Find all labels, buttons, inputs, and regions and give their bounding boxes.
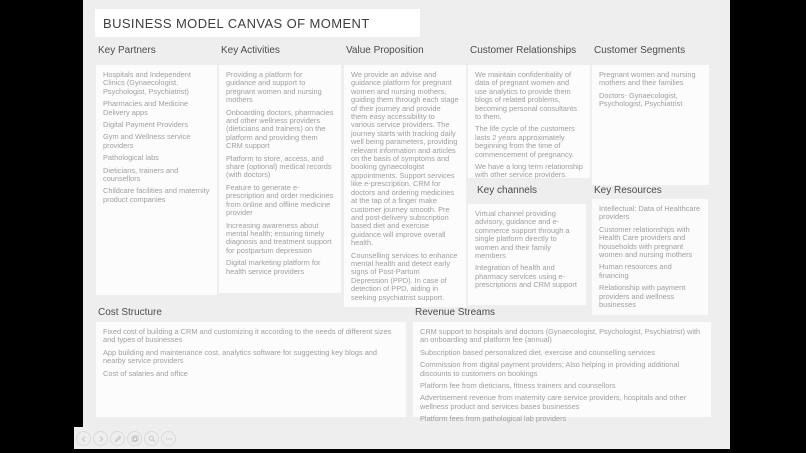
letterbox-right xyxy=(730,0,806,453)
canvas-item: We maintain confidentiality of data of pregnant women and use analytics to provide them blogs of related problems, becoming personal consultants to them. xyxy=(475,70,577,122)
section-key-partners xyxy=(96,45,217,295)
key-channels-content xyxy=(468,204,586,305)
next-page-button[interactable] xyxy=(93,431,108,446)
chevron-left-icon xyxy=(80,435,88,443)
title-box xyxy=(95,9,420,37)
canvas-item: Counselling services to enhance mental health and detect early signs of Post-Partum Depression (PPD). In case of detection of PPD, aiding in seeking psychiatrist support. xyxy=(351,250,458,302)
canvas-item: Integration of health and pharmacy services using e-prescriptions and CRM support xyxy=(475,263,577,290)
canvas-item: Pregnant women and nursing mothers and their families xyxy=(599,70,696,88)
canvas-item: CRM support to hospitals and doctors (Gynaecologist, Psychologist, Psychiatrist) with an onboarding and platform fee (annual) xyxy=(420,327,701,345)
canvas-item: Advertisement revenue from maternity care service providers, hospitals and other wellness product and services bases businesses xyxy=(420,393,687,411)
canvas-item: Platform fee from dieticians, fitness trainers and counsellors xyxy=(420,381,616,391)
pages-icon xyxy=(131,435,139,443)
canvas-item: Cost of salaries and office xyxy=(103,368,188,378)
cost-structure-title: Cost Structure xyxy=(98,307,162,318)
section-revenue-streams xyxy=(413,307,711,424)
canvas-item: Pathological labs xyxy=(103,153,159,163)
canvas-item: Digital Payment Providers xyxy=(103,120,189,130)
canvas-item: Virtual channel providing advisory, guidance and e-commerce support through a single platform directly to women and their family members xyxy=(475,209,570,261)
key-channels-title: Key channels xyxy=(477,185,538,196)
page-title: BUSINESS MODEL CANVAS OF MOMENT xyxy=(103,16,370,31)
cost-structure-content xyxy=(96,322,406,417)
canvas-item: Digital marketing platform for health service providers xyxy=(226,258,321,276)
zoom-button[interactable] xyxy=(144,431,159,446)
section-value-proposition xyxy=(344,45,466,307)
revenue-streams-title: Revenue Streams xyxy=(415,307,496,318)
canvas-item: Subscription based personalized diet, exercise and counselling services xyxy=(420,347,655,357)
key-activities-content xyxy=(219,65,341,293)
canvas-item: The life cycle of the customers lasts 2 years approximately beginning from the time of commencement of pregnancy. xyxy=(475,124,575,159)
viewer-toolbar xyxy=(76,431,178,446)
key-resources-content xyxy=(592,199,708,315)
key-partners-content xyxy=(96,65,217,295)
canvas-item: Gym and Wellness service providers xyxy=(103,132,191,150)
letterbox-left xyxy=(0,0,83,453)
canvas-item: We have a long term relationship with other service providers. xyxy=(475,162,583,180)
canvas-item: Human resources and financing xyxy=(599,262,672,280)
key-resources-title: Key Resources xyxy=(594,185,662,196)
key-partners-title: Key Partners xyxy=(98,45,156,56)
ellipsis-icon xyxy=(165,435,173,443)
section-cost-structure xyxy=(96,307,406,417)
canvas-item: Relationship with payment providers and wellness businesses xyxy=(599,283,686,310)
prev-page-button[interactable] xyxy=(76,431,91,446)
canvas-item: Providing a platform for guidance and support to pregnant women and nursing mothers xyxy=(226,70,322,105)
pages-button[interactable] xyxy=(127,431,142,446)
value-proposition-title: Value Proposition xyxy=(346,45,424,56)
canvas-item: App building and maintenance cost, analytics software for suggesting key blogs and nearby service providers xyxy=(103,347,378,366)
customer-relationships-content xyxy=(468,65,590,178)
canvas-item: Fixed cost of building a CRM and customizing it according to the needs of different sizes and types of businesses xyxy=(103,327,392,345)
canvas-item: Customer relationships with Health Care providers and households with pregnant women and nursing mothers xyxy=(599,224,693,260)
canvas-item: Intellectual: Data of Healthcare providers xyxy=(599,204,701,222)
section-customer-relationships xyxy=(468,45,590,178)
canvas-item: Increasing awareness about mental health; ensuring timely diagnosis and treatment support for postpartum depression xyxy=(226,220,332,255)
canvas-item: Dieticians, trainers and counsellors xyxy=(103,165,179,184)
section-key-activities xyxy=(219,45,341,293)
canvas-item: Childcare facilities and maternity product companies xyxy=(103,186,210,204)
customer-segments-title: Customer Segments xyxy=(594,45,686,56)
canvas-item: Platform fees from pathological lab providers xyxy=(420,414,567,424)
section-key-channels xyxy=(468,185,586,305)
value-proposition-content xyxy=(344,65,466,307)
customer-segments-content xyxy=(592,65,709,185)
canvas-item: Pharmacies and Medicine Delivery apps xyxy=(103,99,189,117)
canvas-item: Onboarding doctors, pharmacies and other wellness providers (dieticians and trainers) on the platform and providing them CRM support xyxy=(226,107,334,151)
section-customer-segments xyxy=(592,45,709,185)
section-key-resources xyxy=(592,185,708,315)
canvas-item: Hospitals and Independent Clinics (Gynaecologist, Psychologist, Psychiatrist) xyxy=(103,70,191,96)
canvas-item: Platform to store, access, and share (optional) medical records (with doctors) xyxy=(226,153,332,180)
customer-relationships-title: Customer Relationships xyxy=(470,45,577,56)
canvas-item: We provide an advise and guidance platform for pregnant women and nursing mothers, guiding them through each stage of their journey and provide them easy accessibility to various service providers. The journey starts with tracking daily well being parameters, providing relevant information and articles on the basis of symptoms and booking gynaecologist appointments. Support services like e-prescription, CRM for doctors and ordering medicines at the tap of a finger make customer journey smooth. Pre and post-delivery subscription based diet and exercise guidance will improve overall health. xyxy=(351,70,459,248)
canvas-item: Feature to generate e-prescription and order medicines from online and offline medicine provider xyxy=(226,182,334,218)
canvas-page xyxy=(83,0,730,449)
pencil-icon xyxy=(114,435,122,443)
canvas-item: Doctors- Gynaecologist, Psychologist, Psychiatrist xyxy=(599,90,683,109)
more-button[interactable] xyxy=(161,431,176,446)
revenue-streams-content xyxy=(413,322,711,424)
chevron-right-icon xyxy=(97,435,105,443)
edit-button[interactable] xyxy=(110,431,125,446)
canvas-item: Commission from digital payment providers; Also helping in providing additional discounts to customers on bookings xyxy=(420,360,680,378)
magnifier-icon xyxy=(148,435,156,443)
key-activities-title: Key Activities xyxy=(221,45,280,56)
